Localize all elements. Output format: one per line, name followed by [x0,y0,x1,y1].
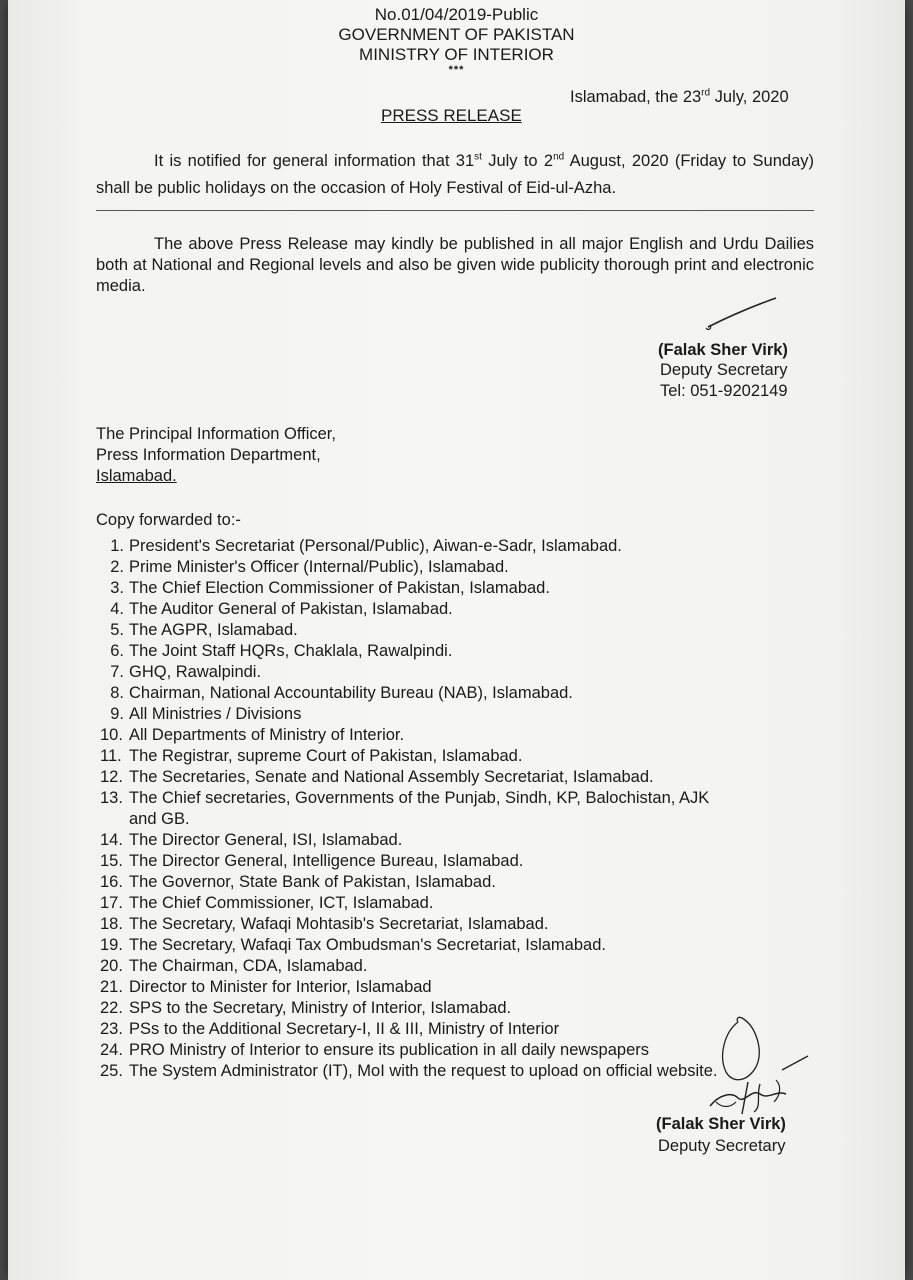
list-number: 1. [110,537,124,555]
list-item [96,599,717,620]
notice-text-2: July to 2 [481,152,554,170]
list-number: 20. [100,957,123,975]
list-text: Prime Minister's Officer (Internal/Public), Islamabad. [129,558,509,576]
signatory1-telephone: Tel: 051-9202149 [660,382,788,400]
ministry-title: MINISTRY OF INTERIOR [359,45,554,64]
list-text: Director to Minister for Interior, Islamabad [129,978,432,996]
list-number: 23. [100,1020,123,1038]
government-title: GOVERNMENT OF PAKISTAN [338,25,575,44]
list-number: 12. [100,768,123,786]
list-text: The System Administrator (IT), MoI with the request to upload on official website. [129,1062,718,1080]
signatory1-designation: Deputy Secretary [660,361,788,379]
list-number: 16. [100,873,123,891]
list-text: All Departments of Ministry of Interior. [129,726,405,744]
press-release-title: PRESS RELEASE [381,106,522,125]
list-text: President's Secretariat (Personal/Public), Aiwan-e-Sadr, Islamabad. [129,537,622,555]
signatory2-name: (Falak Sher Virk) [656,1115,786,1133]
list-text: The Director General, ISI, Islamabad. [129,831,403,849]
list-number: 7. [110,663,124,681]
signatory2-designation: Deputy Secretary [658,1137,786,1155]
list-item [96,662,717,683]
list-number: 13. [100,789,123,807]
list-item [96,998,717,1019]
notice-sup-2: nd [553,151,565,163]
signatory1-name: (Falak Sher Virk) [658,341,788,359]
list-item [96,851,717,872]
list-number: 6. [110,642,124,660]
list-item [96,1019,717,1040]
list-number: 2. [110,558,124,576]
list-text-continued: and GB. [129,810,190,828]
date-prefix: Islamabad, the 23 [570,88,702,106]
list-number: 3. [110,579,124,597]
list-number: 24. [100,1041,123,1059]
list-item [96,725,717,746]
list-item [96,788,717,830]
list-item [96,683,717,704]
list-item [96,1061,717,1082]
list-text: The Joint Staff HQRs, Chaklala, Rawalpindi. [129,642,453,660]
list-text: GHQ, Rawalpindi. [129,663,262,681]
list-item [96,641,717,662]
list-text: PRO Ministry of Interior to ensure its publication in all daily newspapers [129,1041,649,1059]
list-item [96,536,717,557]
notice-text-3: August, 2020 (Friday to Sunday) shall be public holidays on the occasion of Holy Festival of Eid-ul-Azha. [96,152,814,197]
list-number: 8. [110,684,124,702]
list-text: The Chief secretaries, Governments of the Punjab, Sindh, KP, Balochistan, AJK [129,789,710,807]
signature-1 [700,295,790,335]
list-item [96,872,717,893]
list-item [96,977,717,998]
list-number: 21. [100,978,123,996]
list-item [96,578,717,599]
list-number: 19. [100,936,123,954]
list-item [96,1040,717,1061]
date-line [570,88,789,107]
list-item [96,746,717,767]
addressee-line2: Press Information Department, [96,446,321,464]
copy-list [96,536,717,1082]
list-text: The Secretaries, Senate and National Assembly Secretariat, Islamabad. [129,768,654,786]
list-text: The AGPR, Islamabad. [129,621,298,639]
list-number: 18. [100,915,123,933]
addressee-line3: Islamabad. [96,467,177,485]
list-number: 9. [110,705,124,723]
list-text: The Chief Commissioner, ICT, Islamabad. [129,894,434,912]
list-text: The Director General, Intelligence Bureau, Islamabad. [129,852,524,870]
notice-text-1: It is notified for general information that 31 [154,152,475,170]
list-text: The Chief Election Commissioner of Pakistan, Islamabad. [129,579,550,597]
list-number: 15. [100,852,123,870]
list-item [96,767,717,788]
list-item [96,935,717,956]
list-item [96,620,717,641]
notice-paragraph [96,148,814,202]
list-item [96,704,717,725]
list-number: 4. [110,600,124,618]
list-text: The Secretary, Wafaqi Mohtasib's Secretariat, Islamabad. [129,915,549,933]
signature-2 [690,1010,830,1120]
copy-heading: Copy forwarded to:- [96,511,241,529]
header-separator: *** [448,64,465,76]
notice-sup-1: st [474,151,482,163]
list-item [96,893,717,914]
list-number: 22. [100,999,123,1017]
list-text: SPS to the Secretary, Ministry of Interior, Islamabad. [129,999,512,1017]
list-text: The Auditor General of Pakistan, Islamabad. [129,600,453,618]
list-number: 11. [100,747,122,765]
list-number: 17. [100,894,123,912]
list-text: The Registrar, supreme Court of Pakistan, Islamabad. [129,747,523,765]
list-text: The Chairman, CDA, Islamabad. [129,957,368,975]
list-text: The Governor, State Bank of Pakistan, Islamabad. [129,873,496,891]
addressee-line1: The Principal Information Officer, [96,425,336,443]
list-text: PSs to the Additional Secretary-I, II & III, Ministry of Interior [129,1020,560,1038]
list-number: 14. [100,831,123,849]
list-text: The Secretary, Wafaqi Tax Ombudsman's Secretariat, Islamabad. [129,936,606,954]
date-suffix-ordinal: rd [701,87,711,99]
request-paragraph: The above Press Release may kindly be published in all major English and Urdu Dailies both at National and Regional levels and also be given wide publicity thorough print and electronic media. [96,235,814,295]
list-text: Chairman, National Accountability Bureau (NAB), Islamabad. [129,684,573,702]
list-number: 10. [100,726,123,744]
reference-number: No.01/04/2019-Public [374,5,539,24]
list-item [96,557,717,578]
list-text: All Ministries / Divisions [129,705,302,723]
divider-line [96,210,814,211]
list-item [96,830,717,851]
date-rest: July, 2020 [710,88,789,106]
list-number: 25. [100,1062,123,1080]
list-number: 5. [110,621,124,639]
list-item [96,914,717,935]
list-item [96,956,717,977]
